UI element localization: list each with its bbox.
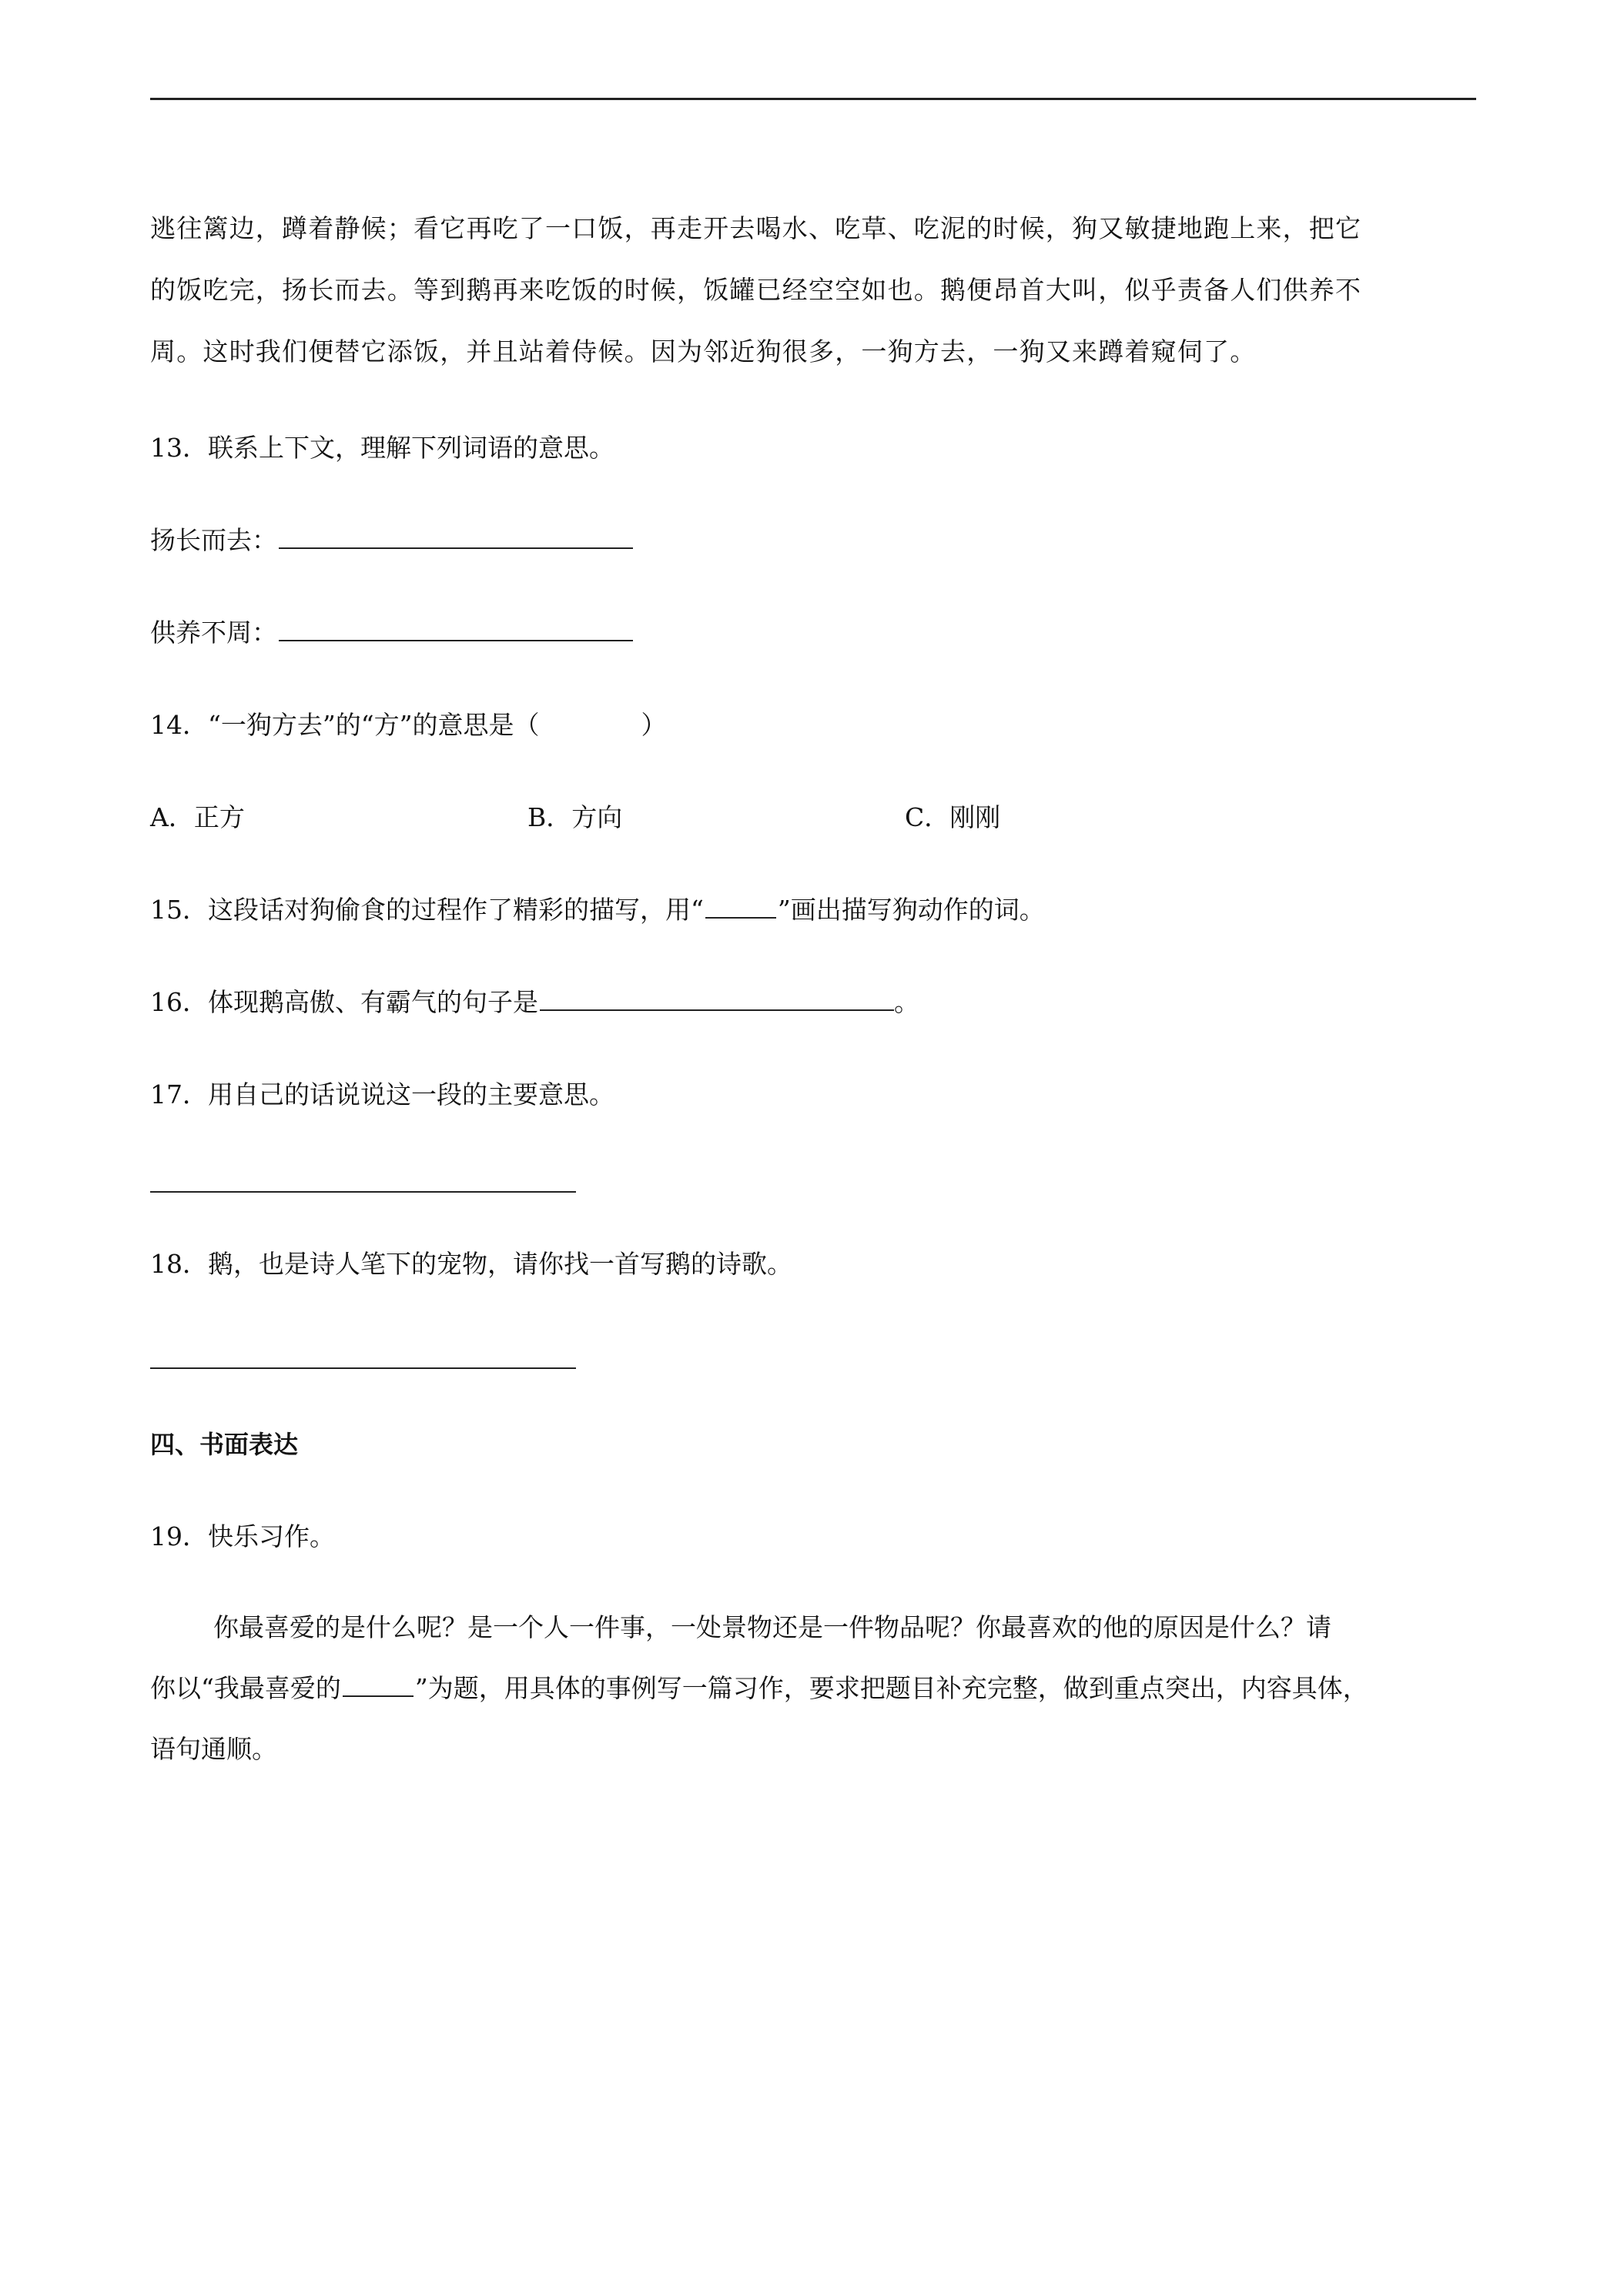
- q19-body-line-3: 语句通顺。: [150, 1734, 277, 1764]
- q19-body-line-1: 你最喜爱的是什么呢？是一个人一件事，一处景物还是一件物品呢？你最喜欢的他的原因是什么？请: [213, 1612, 1331, 1642]
- q13-item-2: [150, 616, 633, 650]
- question-18: 18．鹅，也是诗人笔下的宠物，请你找一首写鹅的诗歌。: [150, 1249, 792, 1279]
- q16-blank[interactable]: [540, 986, 894, 1011]
- q19-title-blank[interactable]: [343, 1672, 414, 1697]
- q16-prompt-after: 。: [894, 987, 919, 1017]
- question-19: 19．快乐习作。: [150, 1521, 335, 1551]
- question-16: [150, 986, 919, 1019]
- question-15: [150, 893, 1045, 927]
- question-14: 14．“一狗方去”的“方”的意思是（ ）: [150, 710, 667, 740]
- q15-prompt-before: 15．这段话对狗偷食的过程作了精彩的描写，用“: [150, 895, 704, 925]
- q14-option-b[interactable]: B．方向: [527, 802, 623, 832]
- question-13: 13．联系上下文，理解下列词语的意思。: [150, 433, 614, 463]
- q15-prompt-after: ”画出描写狗动作的词。: [777, 895, 1045, 925]
- q16-prompt-before: 16．体现鹅高傲、有霸气的句子是: [150, 987, 538, 1017]
- q15-blank: [705, 894, 776, 919]
- q19-body-line-2: [150, 1672, 1368, 1705]
- q13-item-1-label: 扬长而去：: [150, 525, 277, 555]
- q18-answer-line[interactable]: [150, 1367, 576, 1369]
- q17-answer-line[interactable]: [150, 1191, 576, 1193]
- passage-line-3: 周。这时我们便替它添饭，并且站着侍候。因为邻近狗很多，一狗方去，一狗又来蹲着窥伺了。: [150, 336, 1257, 366]
- q14-option-a[interactable]: A．正方: [150, 802, 245, 832]
- q14-option-c[interactable]: C．刚刚: [905, 802, 1001, 832]
- passage-line-1: 逃往篱边，蹲着静候；看它再吃了一口饭，再走开去喝水、吃草、吃泥的时候，狗又敏捷地跑上来，把它: [150, 213, 1362, 243]
- q13-item-2-blank[interactable]: [279, 617, 633, 641]
- section-heading: 四、书面表达: [150, 1430, 299, 1459]
- q13-item-2-label: 供养不周：: [150, 618, 277, 648]
- q13-item-1: [150, 524, 633, 557]
- q19-line-2-after: ”为题，用具体的事例写一篇习作，要求把题目补充完整，做到重点突出，内容具体，: [414, 1673, 1368, 1703]
- header-rule: [150, 98, 1476, 100]
- q19-line-2-before: 你以“我最喜爱的: [150, 1673, 341, 1703]
- question-17: 17．用自己的话说说这一段的主要意思。: [150, 1079, 614, 1110]
- passage-line-2: 的饭吃完，扬长而去。等到鹅再来吃饭的时候，饭罐已经空空如也。鹅便昂首大叫，似乎责备人们供养不: [150, 275, 1362, 305]
- q13-item-1-blank[interactable]: [279, 524, 633, 549]
